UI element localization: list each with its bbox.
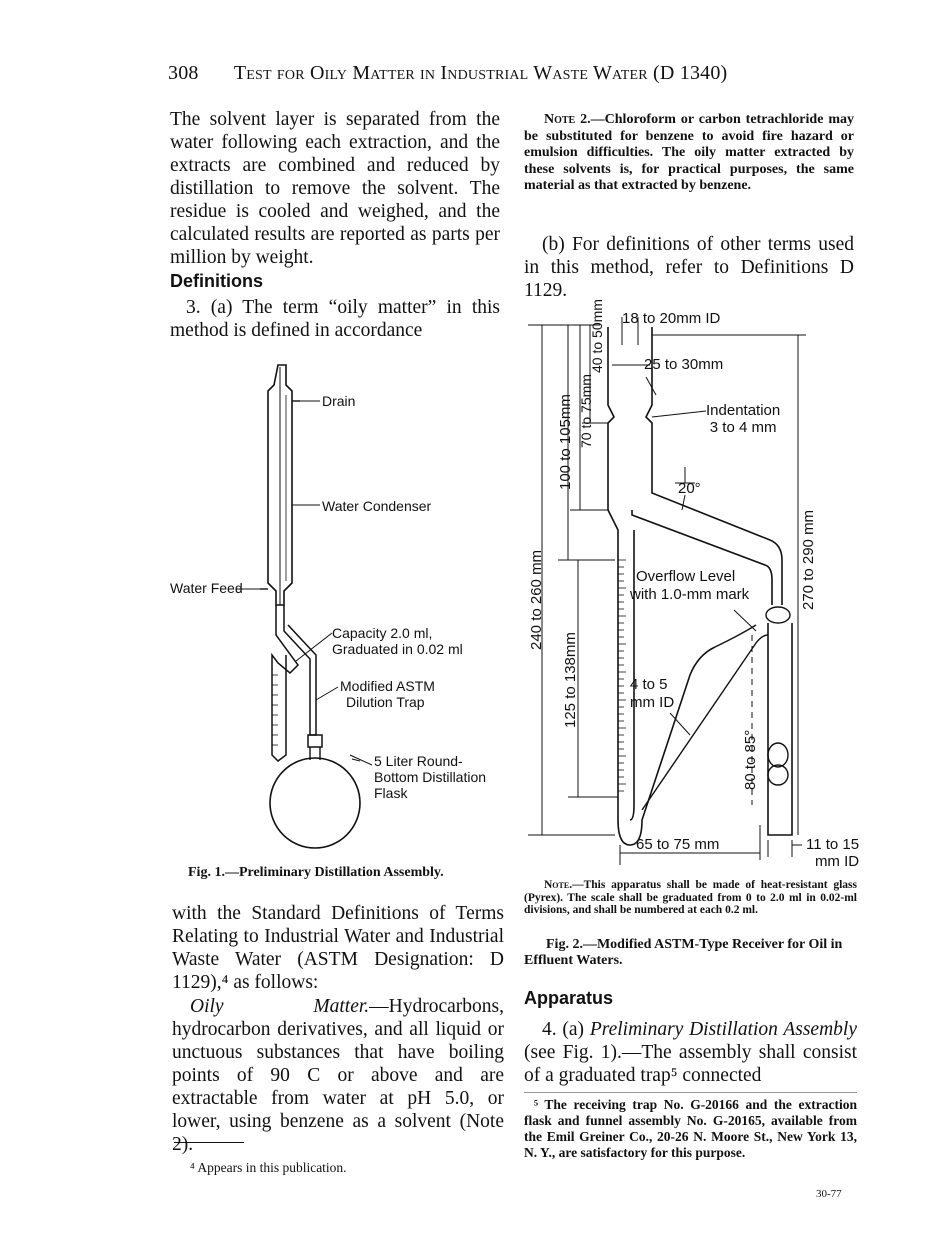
capacity-label-line2: Graduated in 0.02 ml xyxy=(332,641,463,657)
dilution-trap-label-line1: Modified ASTM xyxy=(340,678,435,694)
intro-paragraph: The solvent layer is separated from the water following each extraction, and the extracts are combined and reduced by distillation to remove the solvent. The residue is cooled and weighed, and the calculated results are reported as parts per million by weight. xyxy=(170,109,500,268)
flask-label-line3: Flask xyxy=(374,785,408,801)
water-feed-label: Water Feed xyxy=(170,580,243,596)
fig2-overflow-label xyxy=(630,568,749,604)
fig2-angle-20-label: 20° xyxy=(678,480,701,497)
note-2-label: Note 2. xyxy=(544,112,591,127)
footnote-4: ⁴ Appears in this publication. xyxy=(190,1160,347,1175)
figure-2-caption: Fig. 2.—Modified ASTM-Type Receiver for Oil in Effluent Waters. xyxy=(524,937,843,968)
fig2-11-15-line2: mm ID xyxy=(814,853,860,870)
fig2-65-75-label: 65 to 75 mm xyxy=(636,836,720,853)
page-code: 30-77 xyxy=(816,1188,842,1200)
paragraph-4-title: Preliminary Distillation Assembly xyxy=(589,1019,857,1040)
fig2-240-260-label: 240 to 260 mm xyxy=(528,549,545,650)
dilution-trap-label xyxy=(340,678,435,710)
note-2 xyxy=(524,112,854,195)
fig2-25-30-label: 25 to 30mm xyxy=(644,356,724,373)
page-title: Test for Oily Matter in Industrial Waste Water (D 1340) xyxy=(233,62,728,84)
oily-matter-term: Oily Matter. xyxy=(190,996,370,1017)
capacity-label-line1: Capacity 2.0 ml, xyxy=(332,625,433,641)
fig2-indentation-line1: Indentation xyxy=(706,402,781,419)
oily-matter-text: —Hydrocarbons, hydrocarbon derivatives, and all liquid or unctuous substances that have boiling points of 90 C or above and are extractable from water at pH 5.0, or lower, using benzene as a solvent (Note 2). xyxy=(172,996,504,1155)
paragraph-4-text: (see Fig. 1).—The assembly shall consist of a graduated trap⁵ connected xyxy=(524,1042,857,1086)
dilution-trap-label-line2: Dilution Trap xyxy=(346,694,425,710)
note-2-text: —Chloroform or carbon tetrachloride may be substituted for benzene to avoid fire hazard or emulsion difficulties. The oily matter extracted by these solvents is, for practical purposes, the same material as that extracted by benzene. xyxy=(524,112,854,193)
capacity-label xyxy=(332,625,463,657)
apparatus-heading: Apparatus xyxy=(524,988,614,1008)
figure-1-caption: Fig. 1.—Preliminary Distillation Assembly. xyxy=(188,865,444,880)
fig2-4-5-label xyxy=(630,676,674,712)
oily-matter-definition xyxy=(172,995,504,1156)
page-number: 308 xyxy=(168,62,199,84)
definitions-heading: Definitions xyxy=(170,271,263,291)
paragraph-4-number: 4. (a) xyxy=(542,1019,590,1040)
fig2-overflow-line1: Overflow Level xyxy=(636,568,736,585)
fig2-40-50-label: 40 to 50mm xyxy=(589,299,605,373)
flask-label-line1: 5 Liter Round- xyxy=(374,753,463,769)
fig2-indentation-label xyxy=(706,402,780,436)
fig2-note xyxy=(524,879,857,917)
definition-b: (b) For definitions of other terms used in this method, refer to Definitions D 1129. xyxy=(524,234,854,301)
paragraph-4 xyxy=(524,1018,857,1087)
fig2-70-75-label: 70 to 75mm xyxy=(578,374,594,448)
fig2-note-label: Note. xyxy=(544,879,573,891)
fig2-11-15-label xyxy=(806,836,859,870)
fig2-note-text: —This apparatus shall be made of heat-resistant glass (Pyrex). The scale shall be graduated from 0 to 2.0 ml in 0.02-ml divisions, and shall be numbered at each 0.2 ml. xyxy=(524,879,857,916)
water-condenser-label: Water Condenser xyxy=(322,498,432,514)
fig2-overflow-line2: with 1.0-mm mark xyxy=(630,586,750,603)
fig2-80-85-label: 80 to 85° xyxy=(742,729,759,790)
fig2-id-top-label: 18 to 20mm ID xyxy=(622,310,721,327)
fig2-indentation-line2: 3 to 4 mm xyxy=(709,419,777,436)
definition-paragraph-continued: with the Standard Definitions of Terms Relating to Industrial Water and Industrial Waste Water (ASTM Designation: D 1129),⁴ as follows: xyxy=(172,903,504,993)
footnote-rule xyxy=(174,1142,244,1143)
running-header xyxy=(168,62,808,85)
definition-paragraph-start: 3. (a) The term “oily matter” in this method is defined in accordance xyxy=(170,297,500,341)
right-footnote-rule xyxy=(524,1092,857,1093)
fig2-4-5-line2: mm ID xyxy=(630,694,675,711)
footnote-5: ⁵ The receiving trap No. G-20166 and the extraction flask and funnel assembly No. G-20165, available from the Emil Greiner Co., 20-26 N. Moore St., New York 13, N. Y., are satisfactory for this purpose. xyxy=(524,1097,857,1160)
fig2-125-138-label: 125 to 138mm xyxy=(562,632,579,728)
flask-label-line2: Bottom Distillation xyxy=(374,769,487,785)
flask-label xyxy=(374,753,486,801)
drain-label: Drain xyxy=(322,393,356,409)
fig2-4-5-line1: 4 to 5 xyxy=(630,676,668,693)
fig2-11-15-line1: 11 to 15 xyxy=(806,836,860,853)
fig2-100-105-label: 100 to 105mm xyxy=(557,394,574,490)
fig2-270-290-label: 270 to 290 mm xyxy=(800,509,817,610)
